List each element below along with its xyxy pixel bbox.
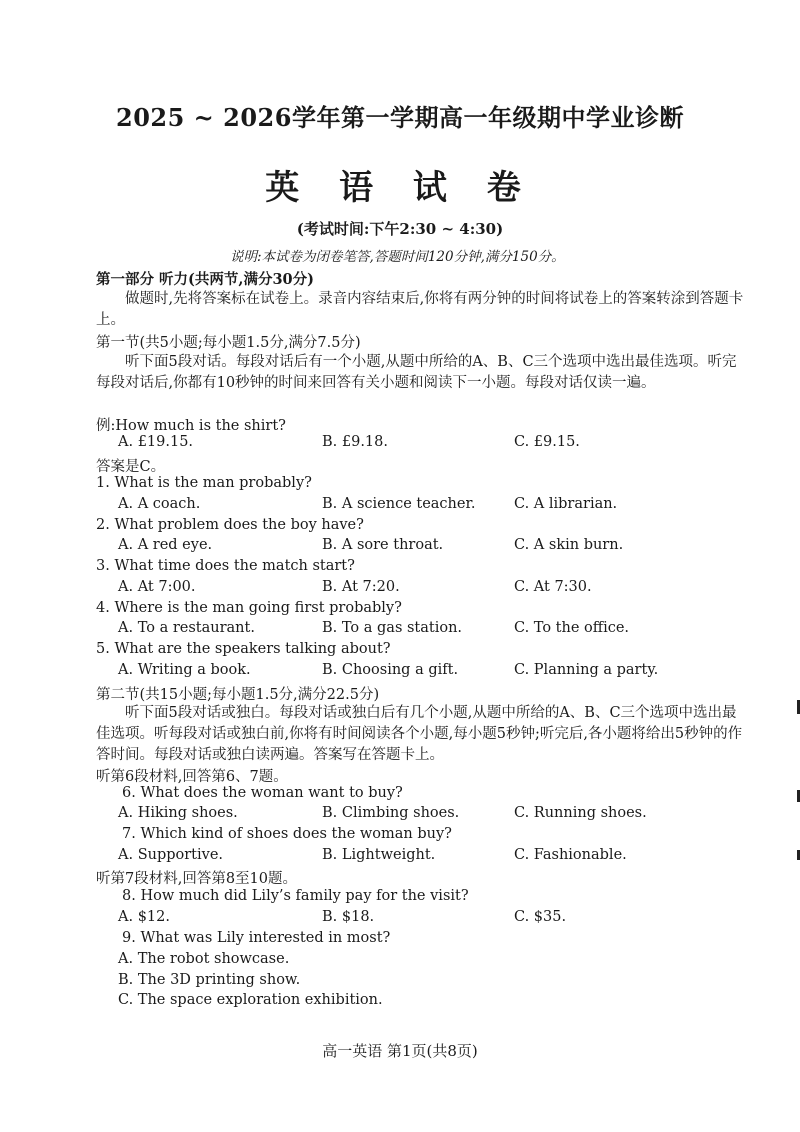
- q7-option-c: C. Fashionable.: [514, 847, 627, 863]
- section1-intro: 听下面5段对话。每段对话后有一个小题,从题中所给的A、B、C三个选项中选出最佳选项。听完每段对话后,你都有10秒钟的时间来回答有关小题和阅读下一小题。每段对话仅读一遍。: [96, 354, 737, 391]
- example-option-b: B. £9.18.: [322, 434, 388, 450]
- q3-option-c: C. At 7:30.: [514, 579, 592, 595]
- q9-option-a: A. The robot showcase.: [118, 951, 290, 967]
- example-option-c: C. £9.15.: [514, 434, 580, 450]
- q7-option-a: A. Supportive.: [118, 847, 224, 863]
- q3-option-a: A. At 7:00.: [118, 579, 196, 595]
- page-footer: 高一英语 第1页(共8页): [322, 1042, 478, 1060]
- q7-option-b: B. Lightweight.: [322, 847, 436, 863]
- q5-option-a: A. Writing a book.: [118, 662, 251, 678]
- q3-option-b: B. At 7:20.: [322, 579, 400, 595]
- question-9: 9. What was Lily interested in most?: [122, 930, 391, 946]
- q1-option-b: B. A science teacher.: [322, 496, 476, 512]
- q9-option-b: B. The 3D printing show.: [118, 972, 301, 988]
- subject-title: 英 语 试 卷: [265, 168, 535, 208]
- question-2: 2. What problem does the boy have?: [96, 517, 364, 533]
- q2-option-c: C. A skin burn.: [514, 537, 624, 553]
- question-4: 4. Where is the man going first probably?: [96, 600, 402, 616]
- question-5: 5. What are the speakers talking about?: [96, 641, 391, 657]
- exam-header-title: 2025 ~ 2026学年第一学期高一年级期中学业诊断: [116, 103, 684, 132]
- example-answer: 答案是C。: [96, 459, 166, 475]
- question-8: 8. How much did Lily’s family pay for the visit?: [122, 888, 469, 904]
- q8-option-b: B. $18.: [322, 909, 375, 925]
- q4-option-a: A. To a restaurant.: [118, 620, 255, 636]
- q6-option-b: B. Climbing shoes.: [322, 805, 460, 821]
- q4-option-c: C. To the office.: [514, 620, 630, 636]
- question-6: 6. What does the woman want to buy?: [122, 785, 403, 801]
- q8-option-a: A. $12.: [118, 909, 170, 925]
- q8-option-c: C. $35.: [514, 909, 567, 925]
- material-6-instruction: 听第6段材料,回答第6、7题。: [96, 769, 288, 785]
- q4-option-b: B. To a gas station.: [322, 620, 463, 636]
- example-question: 例:How much is the shirt?: [96, 418, 286, 434]
- question-3: 3. What time does the match start?: [96, 558, 355, 574]
- q2-option-a: A. A red eye.: [118, 537, 213, 553]
- section2-intro: 听下面5段对话或独白。每段对话或独白后有几个小题,从题中所给的A、B、C三个选项中选出最佳选项。听每段对话或独白前,你将有时间阅读各个小题,每小题5秒钟;听完后,各小题将给出5秒钟的作答时间。每段对话或独白读两遍。答案写在答题卡上。: [96, 705, 743, 763]
- q6-option-a: A. Hiking shoes.: [118, 805, 238, 821]
- q1-option-a: A. A coach.: [118, 496, 201, 512]
- q9-option-c: C. The space exploration exhibition.: [118, 992, 383, 1008]
- exam-time: (考试时间:下午2:30 ~ 4:30): [296, 220, 504, 238]
- question-7: 7. Which kind of shoes does the woman buy?: [122, 826, 452, 842]
- q5-option-c: C. Planning a party.: [514, 662, 659, 678]
- section2-heading: 第二节(共15小题;每小题1.5分,满分22.5分): [96, 687, 380, 703]
- instructions: 说明:本试卷为闭卷笔答,答题时间120分钟,满分150分。: [230, 249, 565, 265]
- q5-option-b: B. Choosing a gift.: [322, 662, 459, 678]
- part1-heading: 第一部分 听力(共两节,满分30分): [96, 271, 314, 288]
- q2-option-b: B. A sore throat.: [322, 537, 444, 553]
- section1-heading: 第一节(共5小题;每小题1.5分,满分7.5分): [96, 335, 361, 351]
- q6-option-c: C. Running shoes.: [514, 805, 647, 821]
- example-option-a: A. £19.15.: [118, 434, 194, 450]
- question-1: 1. What is the man probably?: [96, 475, 312, 491]
- part1-intro: 做题时,先将答案标在试卷上。录音内容结束后,你将有两分钟的时间将试卷上的答案转涂到答题卡上。: [96, 291, 744, 328]
- material-7-instruction: 听第7段材料,回答第8至10题。: [96, 871, 298, 887]
- q1-option-c: C. A librarian.: [514, 496, 618, 512]
